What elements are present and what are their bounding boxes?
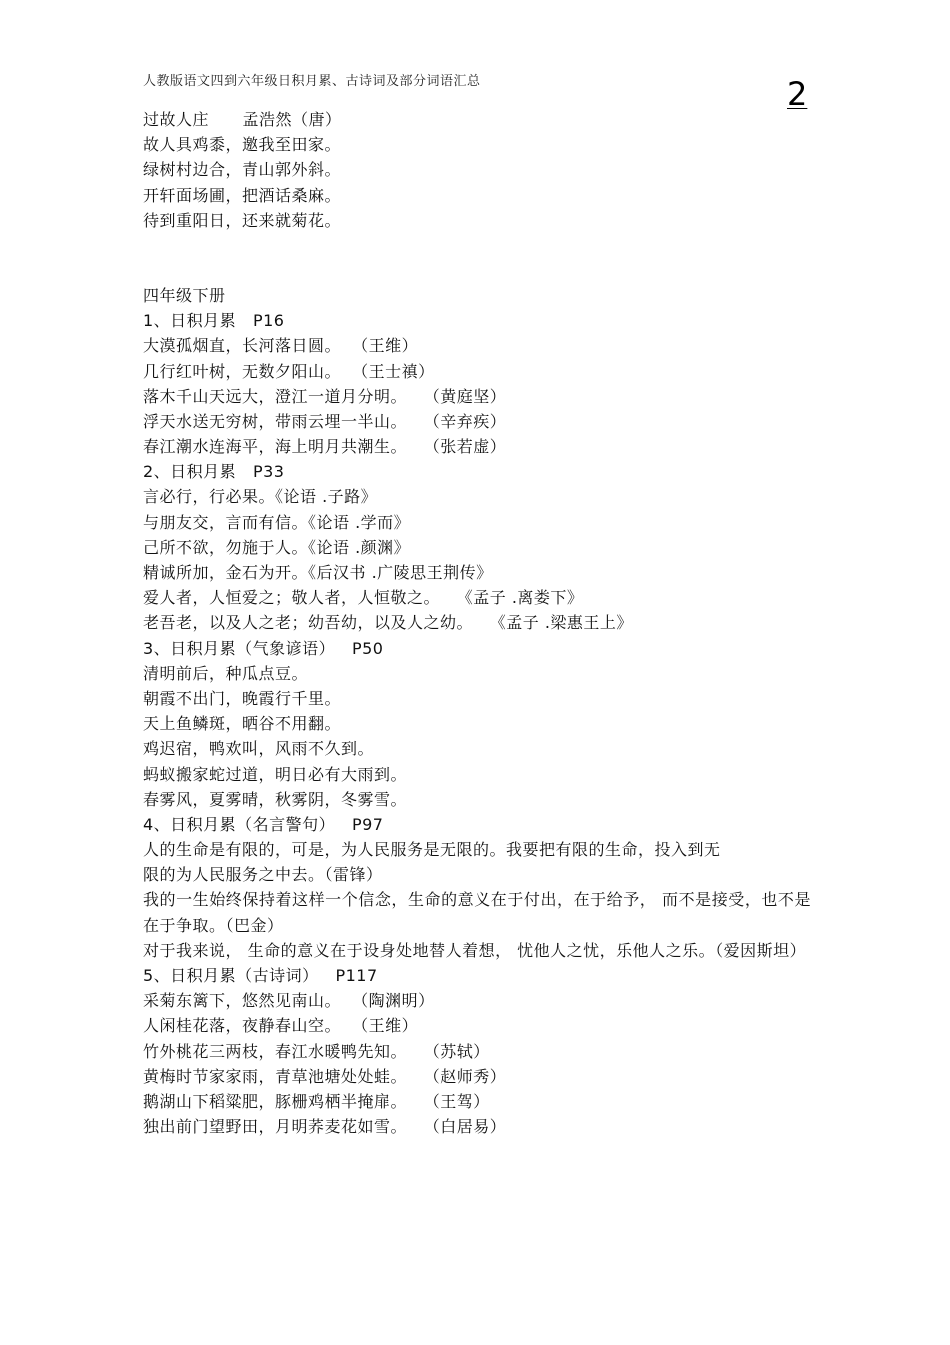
section-line: 老吾老，以及人之老；幼吾幼，以及人之幼。 《孟子 .梁惠王上》 [143, 613, 633, 633]
section-line: 独出前门望野田，月明荞麦花如雪。 （白居易） [143, 1117, 507, 1137]
poem-title: 过故人庄 孟浩然（唐） [143, 110, 342, 129]
document-header: 人教版语文四到六年级日积月累、古诗词及部分词语汇总 [143, 74, 481, 89]
quote-paragraph: 我的一生始终保持着这样一个信念，生命的意义在于付出，在于给予， 而不是接受，也不是在于争取。（巴金） [143, 890, 811, 935]
section-line: 言必行，行必果。《论语 .子路》 [143, 487, 378, 507]
poem-line: 待到重阳日，还来就菊花。 [143, 210, 342, 230]
section-line: 己所不欲，勿施于人。《论语 .颜渊》 [143, 537, 411, 557]
page-number: 2 [787, 75, 808, 113]
quote-paragraph: 对于我来说， 生命的意义在于设身处地替人着想， 忧他人之忧，乐他人之乐。（爱因斯坦） [143, 940, 807, 960]
section-line: 黄梅时节家家雨，青草池塘处处蛙。 （赵师秀） [143, 1066, 507, 1086]
section-heading: 1、日积月累 P16 [143, 311, 285, 331]
poem-line: 故人具鸡黍，邀我至田家。 [143, 135, 342, 155]
section-line: 天上鱼鳞斑，晒谷不用翻。 [143, 714, 342, 734]
section-line: 春雾风，夏雾晴，秋雾阴，冬雾雪。 [143, 789, 408, 809]
section-heading: 3、日积月累（气象谚语） P50 [143, 638, 384, 658]
document-body [143, 107, 811, 1139]
section-line: 蚂蚁搬家蛇过道，明日必有大雨到。 [143, 764, 408, 784]
section-heading: 2、日积月累 P33 [143, 462, 285, 482]
section-line: 精诚所加，金石为开。《后汉书 .广陵思王荆传》 [143, 563, 493, 582]
section-heading: 4、日积月累（名言警句） P97 [143, 814, 384, 834]
quote-line: 限的为人民服务之中去。（雷锋） [143, 865, 383, 885]
poem-line: 开轩面场圃，把酒话桑麻。 [143, 185, 342, 205]
quote-line: 人的生命是有限的，可是，为人民服务是无限的。我要把有限的生命，投入到无 [143, 840, 721, 860]
section-line: 落木千山天远大，澄江一道月分明。 （黄庭坚） [143, 386, 507, 406]
section-line: 清明前后，种瓜点豆。 [143, 663, 309, 683]
section-heading: 5、日积月累（古诗词） P117 [143, 966, 378, 986]
volume-heading: 四年级下册 [143, 285, 226, 305]
section-line: 鸡迟宿，鸭欢叫，风雨不久到。 [143, 739, 375, 759]
section-line: 浮天水送无穷树，带雨云埋一半山。 （辛弃疾） [143, 411, 507, 431]
section-line: 大漠孤烟直，长河落日圆。 （王维） [143, 336, 419, 356]
poem-line: 绿树村边合，青山郭外斜。 [143, 160, 342, 180]
section-line: 春江潮水连海平，海上明月共潮生。 （张若虚） [143, 437, 507, 457]
section-line: 人闲桂花落，夜静春山空。 （王维） [143, 1016, 419, 1036]
section-line: 与朋友交，言而有信。《论语 .学而》 [143, 512, 411, 532]
section-line: 爱人者，人恒爱之；敬人者，人恒敬之。 《孟子 .离娄下》 [143, 588, 584, 608]
section-line: 采菊东篱下，悠然见南山。 （陶渊明） [143, 991, 435, 1011]
section-line: 朝霞不出门，晚霞行千里。 [143, 688, 342, 708]
section-line: 竹外桃花三两枝，春江水暖鸭先知。 （苏轼） [143, 1041, 490, 1061]
section-line: 鹅湖山下稻粱肥，豚栅鸡栖半掩扉。 （王驾） [143, 1091, 490, 1111]
section-line: 几行红叶树，无数夕阳山。 （王士禛） [143, 361, 435, 381]
section-gap [143, 233, 811, 283]
